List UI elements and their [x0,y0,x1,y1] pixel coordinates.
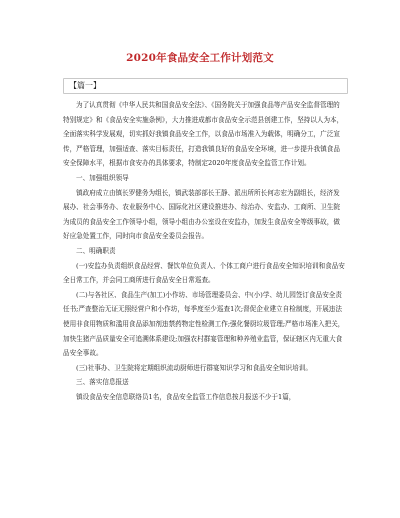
document-body [63,98,346,404]
responsibility-item-2: (二)与各社区、食品生产(加工)小作坊、市场管理委员会、中(小)学、幼儿园签订食品安全责任书;严查整治无证无照经营户和小作坊，每季度至少巡查1次;督促企业建立自检制度，开展违法使用非食用物质和滥用食品添加剂违禁药物定性检测工作;强化餐厨垃圾管理;严格市场准入把关，加快生猪产品质量安全可追溯体系建设;加强农村群宴管理和种养殖业监管，保证辖区内无重大食品安全事故。 [63,290,345,358]
heading-responsibilities: 二、明确职责 [76,246,116,255]
reporting-paragraph: 镇设食品安全信息联络员1名，食品安全监管工作信息按月报送不少于1篇， [76,392,296,401]
responsibility-item-1: (一)安监办负责组织食品经营、餐饮单位负责人、个体工商户进行食品安全知识培训和食品安全日常工作，并会同工商所进行食品安全日常巡查。 [63,261,345,285]
responsibility-item-3: (三)社事办、卫生院将定期组织流动厨师进行群宴知识学习和食品安全知识培训。 [76,363,312,372]
section-header-box [63,78,348,94]
heading-organization: 一、加强组织领导 [76,173,129,182]
organization-paragraph: 镇政府成立由镇长罗健务为组长，镇武装部部长王静、派出所所长何志宏为副组长，经济发展办、社会事务办、农业服务中心、国际化社区建设推进办、综治办、安监办、工商所、卫生院为成员的食品安全工作领导小组，领导小组由办公室设在安监办，加发生食品安全等级事故，做好应急处置工作，同时向市食品安全委员会报告。 [63,188,340,241]
heading-information-reporting: 三、落实信息报送 [76,378,129,387]
intro-paragraph: 为了认真贯彻《中华人民共和国食品安全法》、《国务院关于加强食品等产品安全监督管理的特别规定》和《食品安全实施条例》，大力推进成都市食品安全示范县创建工作，坚持以人为本，全面落实科学发展观，切实抓好我镇食品安全工作，以食品市场准入为载体，明确分工，广泛宣传，严格管理，加强适查、落实目标责任，打造我镇良好的食品安全环境，进一步提升我镇食品安全保障水平，根据市食安办的具体要求，特制定2020年度食品安全监管工作计划。 [63,101,344,168]
page-title: 2020年食品安全工作计划范文 [126,52,274,64]
section-label: 【篇一】 [69,81,101,90]
